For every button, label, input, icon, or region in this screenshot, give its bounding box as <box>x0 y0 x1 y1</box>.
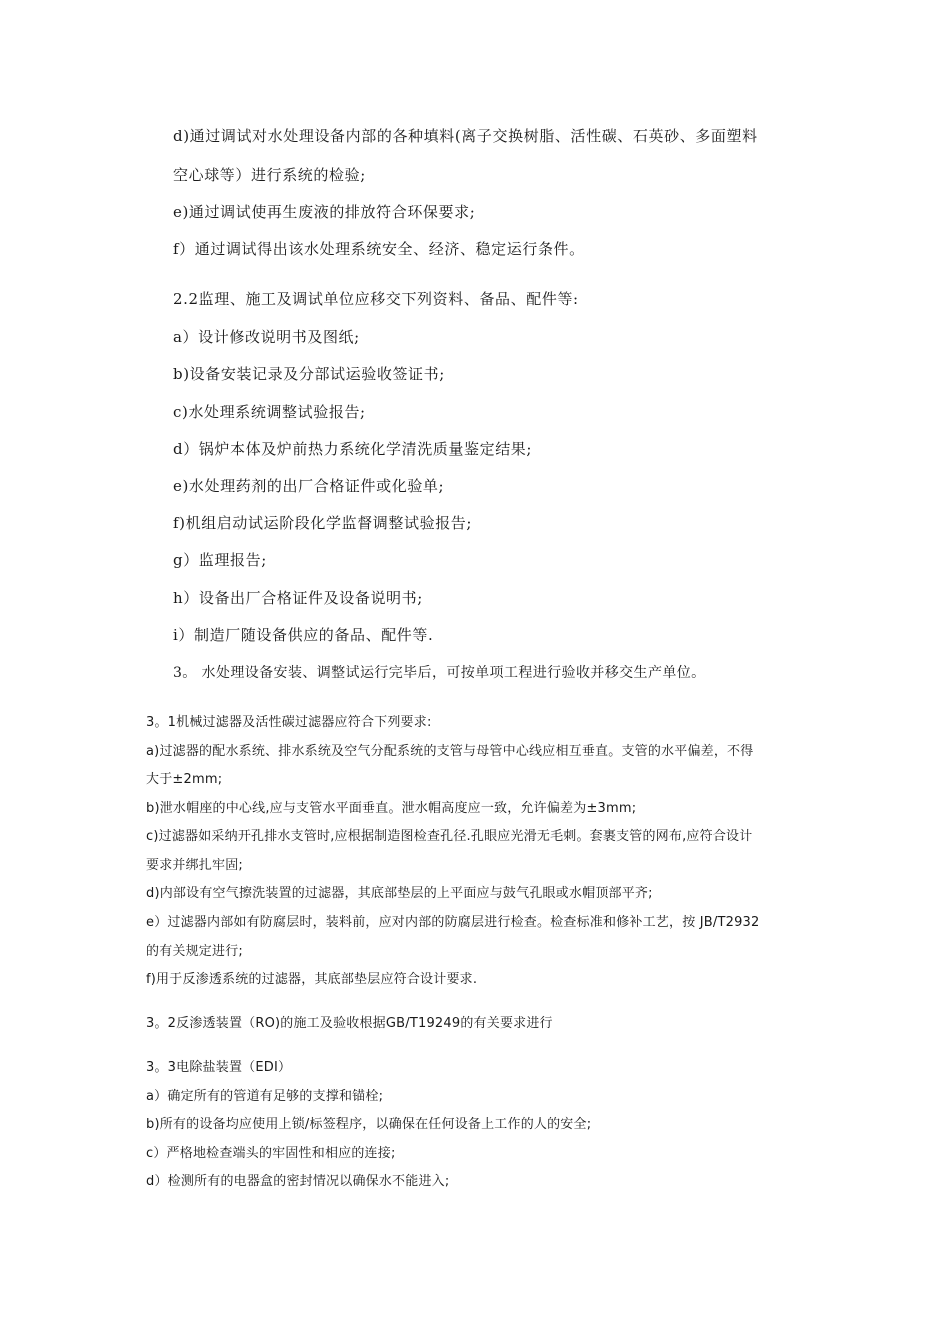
list-item-3-3-d: d）检测所有的电器盒的密封情况以确保水不能进入; <box>146 1174 450 1189</box>
list-item-2-2-e: e)水处理药剂的出厂合格证件或化验单; <box>173 477 445 495</box>
item-3-1-e-line1: e）过滤器内部如有防腐层时，装料前，应对内部的防腐层进行检查。检查标准和修补工艺，按 JB/T2932 <box>146 915 760 930</box>
list-item-2-2-i: i）制造厂随设备供应的备品、配件等. <box>173 626 434 644</box>
heading-3-2: 3。2反渗透装置（RO)的施工及验收根据GB/T19249的有关要求进行 <box>146 1016 553 1031</box>
item-3-1-e-line2: 的有关规定进行; <box>146 944 243 959</box>
list-item-2-2-g: g）监理报告; <box>173 551 267 569</box>
item-f: f）通过调试得出该水处理系统安全、经济、稳定运行条件。 <box>173 240 585 258</box>
heading-3: 3。 水处理设备安装、调整试运行完毕后，可按单项工程进行验收并移交生产单位。 <box>173 665 706 681</box>
heading-3-1: 3。1机械过滤器及活性碳过滤器应符合下列要求: <box>146 715 432 730</box>
heading-2-2: 2.2监理、施工及调试单位应移交下列资料、备品、配件等: <box>173 290 579 308</box>
item-d-line1: d)通过调试对水处理设备内部的各种填料(离子交换树脂、活性碳、石英砂、多面塑料 <box>173 127 758 145</box>
list-item-2-2-a: a）设计修改说明书及图纸; <box>173 328 360 346</box>
item-d-line2: 空心球等）进行系统的检验; <box>173 166 366 184</box>
list-item-3-3-b: b)所有的设备均应使用上锁/标签程序，以确保在任何设备上工作的人的安全; <box>146 1117 592 1132</box>
list-item-3-3-a: a）确定所有的管道有足够的支撑和锚栓; <box>146 1089 384 1104</box>
list-item-2-2-d: d）锅炉本体及炉前热力系统化学清洗质量鉴定结果; <box>173 440 533 458</box>
item-3-1-b: b)泄水帽座的中心线,应与支管水平面垂直。泄水帽高度应一致，允许偏差为±3mm; <box>146 801 637 816</box>
heading-3-3: 3。3电除盐装置（EDI） <box>146 1060 292 1075</box>
item-3-1-d: d)内部设有空气擦洗装置的过滤器，其底部垫层的上平面应与鼓气孔眼或水帽顶部平齐; <box>146 886 653 901</box>
item-3-1-c-line1: c)过滤器如采纳开孔排水支管时,应根据制造图检查孔径.孔眼应光滑无毛刺。套裹支管的网布,应符合设计 <box>146 829 753 844</box>
item-e: e)通过调试使再生废液的排放符合环保要求; <box>173 203 476 221</box>
list-item-2-2-f: f)机组启动试运阶段化学监督调整试验报告; <box>173 514 473 532</box>
item-3-1-a-line2: 大于±2mm; <box>146 772 223 787</box>
item-3-1-c-line2: 要求并绑扎牢固; <box>146 858 243 873</box>
item-3-1-a-line1: a)过滤器的配水系统、排水系统及空气分配系统的支管与母管中心线应相互垂直。支管的水平偏差，不得 <box>146 744 754 759</box>
item-3-1-f: f)用于反渗透系统的过滤器，其底部垫层应符合设计要求. <box>146 972 478 987</box>
list-item-2-2-c: c)水处理系统调整试验报告; <box>173 403 366 421</box>
list-item-2-2-h: h）设备出厂合格证件及设备说明书; <box>173 589 423 607</box>
list-item-2-2-b: b)设备安装记录及分部试运验收签证书; <box>173 365 445 383</box>
list-item-3-3-c: c）严格地检查端头的牢固性和相应的连接; <box>146 1146 396 1161</box>
